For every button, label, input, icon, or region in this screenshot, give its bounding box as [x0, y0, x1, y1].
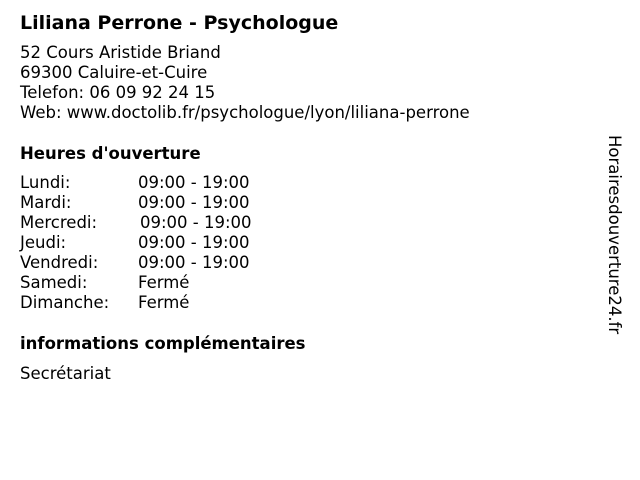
phone-number: Telefon: 06 09 92 24 15 [20, 83, 216, 102]
street-address: 52 Cours Aristide Briand [20, 43, 221, 62]
page-title: Liliana Perrone - Psychologue [20, 12, 339, 34]
day-label: Dimanche: [20, 293, 110, 312]
day-hours: 09:00 - 19:00 [140, 213, 252, 232]
address-block [20, 43, 470, 123]
additional-info-text: Secrétariat [20, 364, 111, 383]
hours-row-lundi [20, 173, 320, 193]
hours-row-vendredi [20, 253, 320, 273]
hours-row-mercredi [20, 213, 320, 233]
day-label: Jeudi: [20, 233, 67, 252]
additional-info-heading: informations complémentaires [20, 334, 306, 353]
day-label: Mercredi: [20, 213, 98, 232]
hours-row-mardi [20, 193, 320, 213]
opening-hours-heading: Heures d'ouverture [20, 144, 201, 163]
day-label: Vendredi: [20, 253, 99, 272]
city-postcode: 69300 Caluire-et-Cuire [20, 63, 208, 82]
day-label: Lundi: [20, 173, 71, 192]
hours-row-samedi [20, 273, 320, 293]
day-hours: Fermé [138, 293, 190, 312]
hours-row-dimanche [20, 293, 320, 313]
website: Web: www.doctolib.fr/psychologue/lyon/liliana-perrone [20, 103, 470, 122]
day-label: Mardi: [20, 193, 72, 212]
day-hours: 09:00 - 19:00 [138, 253, 250, 272]
opening-hours-table [20, 173, 320, 313]
day-hours: 09:00 - 19:00 [138, 193, 250, 212]
day-label: Samedi: [20, 273, 88, 292]
hours-row-jeudi [20, 233, 320, 253]
day-hours: Fermé [138, 273, 190, 292]
day-hours: 09:00 - 19:00 [138, 233, 250, 252]
site-watermark: Horairesdouverture24.fr [605, 135, 624, 335]
day-hours: 09:00 - 19:00 [138, 173, 250, 192]
